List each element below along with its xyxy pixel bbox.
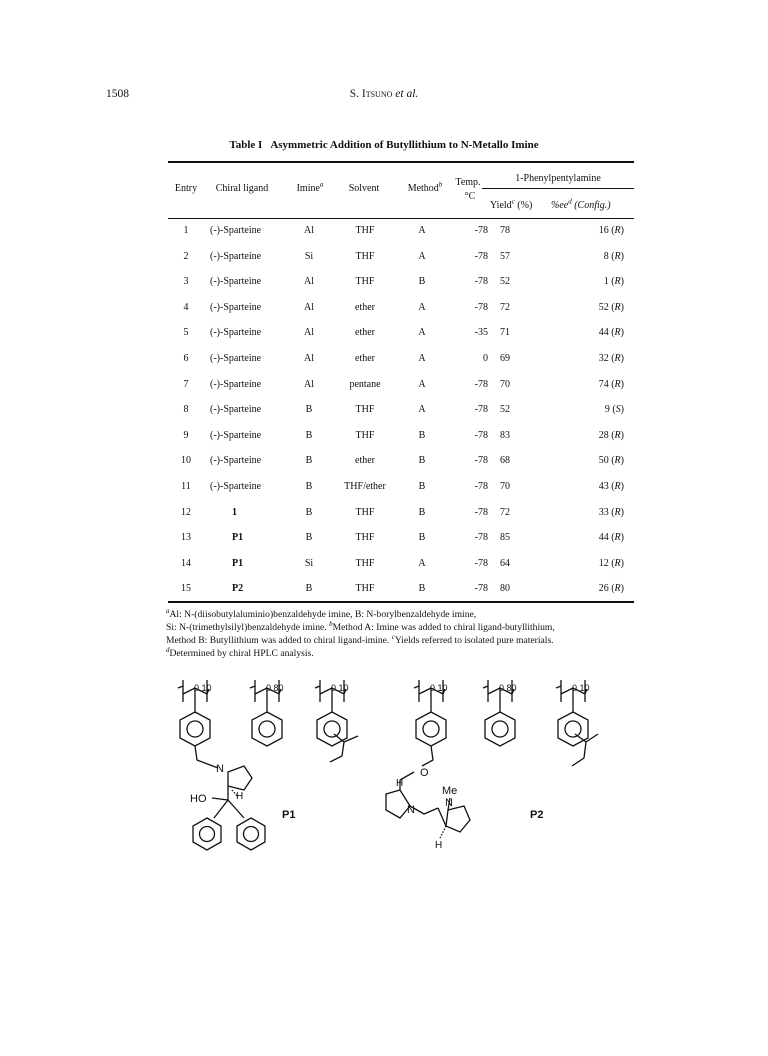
cell-imine: B <box>305 507 313 518</box>
cell-ligand: 1 <box>232 507 237 518</box>
cell-yield: 85 <box>500 532 510 543</box>
cell-ligand: (-)-Sparteine <box>210 225 262 236</box>
cell-imine: B <box>305 455 313 466</box>
cell-entry: 3 <box>183 276 189 287</box>
cell-ee: 12 (R) <box>598 558 624 569</box>
cell-yield: 70 <box>500 379 510 390</box>
p1-frac3: 0.10 <box>331 683 349 693</box>
cell-yield: 69 <box>500 353 510 364</box>
p2-n2-label: N <box>445 797 453 809</box>
footnote-b-cont: Method B: Butyllithium was added to chiral ligand-imine. $^c$Yields referred to isolated pure materials. <box>166 632 554 646</box>
cell-method: A <box>418 251 426 262</box>
cell-entry: 6 <box>183 353 189 364</box>
cell-temp: -78 <box>474 276 488 287</box>
cell-method: B <box>418 507 426 518</box>
p1-structure <box>178 680 358 850</box>
cell-entry: 14 <box>181 558 191 569</box>
cell-solvent: THF <box>355 251 375 262</box>
cell-solvent: THF <box>355 430 375 441</box>
cell-temp: -78 <box>474 379 488 390</box>
cell-temp: -78 <box>474 302 488 313</box>
cell-ee: 1 (R) <box>603 276 624 287</box>
cell-temp: -78 <box>474 225 488 236</box>
cell-ligand: (-)-Sparteine <box>210 353 262 364</box>
cell-solvent: ether <box>355 353 375 364</box>
cell-method: B <box>418 532 426 543</box>
cell-solvent: THF <box>355 558 375 569</box>
p1-label: P1 <box>282 809 296 821</box>
cell-ligand: (-)-Sparteine <box>210 455 262 466</box>
cell-temp: 0 <box>483 353 488 364</box>
cell-entry: 15 <box>181 583 191 594</box>
p1-frac2: 0.80 <box>266 683 284 693</box>
p1-n-label: N <box>216 763 224 775</box>
cell-method: B <box>418 583 426 594</box>
p2-h1-label: H <box>396 778 404 789</box>
cell-entry: 1 <box>183 225 189 236</box>
cell-yield: 57 <box>500 251 510 262</box>
cell-yield: 83 <box>500 430 510 441</box>
cell-imine: Al <box>304 225 314 236</box>
header-solvent: Solvent <box>348 183 380 194</box>
cell-method: B <box>418 430 426 441</box>
cell-imine: B <box>305 430 313 441</box>
cell-ligand: (-)-Sparteine <box>210 430 262 441</box>
cell-yield: 52 <box>500 404 510 415</box>
cell-ligand: (-)-Sparteine <box>210 276 262 287</box>
p2-o-label: O <box>420 767 429 779</box>
cell-imine: B <box>305 404 313 415</box>
cell-ligand: (-)-Sparteine <box>210 404 262 415</box>
header-entry: Entry <box>174 183 198 194</box>
header-temp: Temp. <box>455 177 481 188</box>
cell-entry: 13 <box>181 532 191 543</box>
cell-imine: Si <box>304 251 314 262</box>
cell-ee: 16 (R) <box>598 225 624 236</box>
cell-imine: Al <box>304 353 314 364</box>
footnote-d: $^d$Determined by chiral HPLC analysis. <box>166 645 314 659</box>
cell-ee: 52 (R) <box>598 302 624 313</box>
p2-frac3: 0.10 <box>572 683 590 693</box>
author-prefix: S. <box>349 88 362 100</box>
cell-temp: -78 <box>474 583 488 594</box>
cell-ligand: (-)-Sparteine <box>210 481 262 492</box>
cell-ee: 26 (R) <box>598 583 624 594</box>
cell-entry: 7 <box>183 379 189 390</box>
cell-ee: 44 (R) <box>598 327 624 338</box>
header-ee: $\%ee^d$ (Config.) <box>551 197 611 211</box>
cell-yield: 52 <box>500 276 510 287</box>
header-method: Method$^b$ <box>407 180 443 194</box>
cell-ee: 32 (R) <box>598 353 624 364</box>
cell-temp: -78 <box>474 251 488 262</box>
cell-imine: Al <box>304 327 314 338</box>
cell-solvent: THF <box>355 225 375 236</box>
cell-solvent: THF <box>355 507 375 518</box>
cell-temp: -35 <box>474 327 488 338</box>
header-product: 1-Phenylpentylamine <box>515 173 601 184</box>
cell-ee: 44 (R) <box>598 532 624 543</box>
p1-h-label: H <box>236 791 244 802</box>
cell-yield: 68 <box>500 455 510 466</box>
cell-ligand: P1 <box>232 532 244 543</box>
cell-temp: -78 <box>474 481 488 492</box>
cell-entry: 12 <box>181 507 191 518</box>
p2-frac1: 0.10 <box>430 683 448 693</box>
cell-imine: Al <box>304 302 314 313</box>
cell-solvent: ether <box>355 302 375 313</box>
cell-method: A <box>418 327 426 338</box>
cell-yield: 72 <box>500 302 510 313</box>
cell-imine: Al <box>304 276 314 287</box>
cell-ligand: P2 <box>232 583 244 594</box>
cell-method: A <box>418 353 426 364</box>
header-chiral-ligand: Chiral ligand <box>215 183 269 194</box>
table-label: Table I <box>229 139 263 151</box>
cell-imine: B <box>305 481 313 492</box>
footnote-a-cont: Si: N-(trimethylsilyl)benzaldehyde imine. $^b$Method A: Imine was added to chiral ligand-butyllithium, <box>166 619 555 633</box>
cell-ee: 28 (R) <box>598 430 624 441</box>
p2-label: P2 <box>530 809 544 821</box>
cell-yield: 78 <box>500 225 510 236</box>
cell-method: A <box>418 558 426 569</box>
cell-ligand: P1 <box>232 558 244 569</box>
cell-temp: -78 <box>474 532 488 543</box>
cell-method: B <box>418 455 426 466</box>
cell-ee: 50 (R) <box>598 455 624 466</box>
cell-yield: 72 <box>500 507 510 518</box>
cell-entry: 8 <box>183 404 189 415</box>
p2-structure <box>386 680 598 838</box>
cell-method: A <box>418 302 426 313</box>
cell-imine: Si <box>304 558 314 569</box>
cell-imine: B <box>305 583 313 594</box>
cell-yield: 80 <box>500 583 510 594</box>
cell-method: B <box>418 481 426 492</box>
cell-solvent: ether <box>355 455 375 466</box>
p1-ho-label: HO <box>190 793 207 805</box>
cell-yield: 64 <box>500 558 510 569</box>
cell-solvent: THF <box>355 276 375 287</box>
cell-solvent: pentane <box>349 379 381 390</box>
cell-temp: -78 <box>474 455 488 466</box>
page-number: 1508 <box>106 88 129 100</box>
header-temp-unit: °C <box>464 191 476 202</box>
cell-solvent: THF <box>355 404 375 415</box>
cell-method: A <box>418 404 426 415</box>
cell-ee: 9 (S) <box>604 404 624 415</box>
cell-temp: -78 <box>474 404 488 415</box>
p2-me-label: Me <box>442 785 458 797</box>
footnote-a: $^a$Al: N-(diisobutylaluminio)benzaldehyde imine, B: N-borylbenzaldehyde imine, <box>166 606 477 620</box>
cell-method: A <box>418 225 426 236</box>
cell-solvent: THF <box>355 532 375 543</box>
table-title: Asymmetric Addition of Butyllithium to N-Metallo Imine <box>270 139 539 151</box>
cell-imine: B <box>305 532 313 543</box>
cell-ee: 74 (R) <box>598 379 624 390</box>
cell-yield: 70 <box>500 481 510 492</box>
cell-yield: 71 <box>500 327 510 338</box>
p2-n1-label: N <box>407 804 415 816</box>
cell-method: A <box>418 379 426 390</box>
cell-entry: 9 <box>183 430 189 441</box>
p2-frac2: 0.80 <box>499 683 517 693</box>
cell-solvent: ether <box>355 327 375 338</box>
cell-solvent: THF <box>355 583 375 594</box>
p2-h2-label: H <box>435 840 443 851</box>
cell-temp: -78 <box>474 430 488 441</box>
p1-frac1: 0.10 <box>194 683 212 693</box>
cell-entry: 5 <box>183 327 189 338</box>
header-imine: Imine$^a$ <box>296 180 324 194</box>
cell-ligand: (-)-Sparteine <box>210 251 262 262</box>
cell-entry: 4 <box>183 302 189 313</box>
cell-ee: 43 (R) <box>598 481 624 492</box>
author-name: Itsuno <box>361 88 393 100</box>
cell-method: B <box>418 276 426 287</box>
header-yield: Yield$^c$ (%) <box>490 197 533 211</box>
cell-ligand: (-)-Sparteine <box>210 302 262 313</box>
cell-imine: Al <box>304 379 314 390</box>
cell-ligand: (-)-Sparteine <box>210 379 262 390</box>
cell-entry: 10 <box>181 455 191 466</box>
cell-temp: -78 <box>474 558 488 569</box>
cell-ligand: (-)-Sparteine <box>210 327 262 338</box>
cell-temp: -78 <box>474 507 488 518</box>
cell-solvent: THF/ether <box>344 481 386 492</box>
cell-ee: 8 (R) <box>603 251 624 262</box>
cell-entry: 11 <box>181 481 191 492</box>
author-suffix: et al. <box>392 88 419 100</box>
cell-ee: 33 (R) <box>598 507 624 518</box>
cell-entry: 2 <box>183 251 189 262</box>
